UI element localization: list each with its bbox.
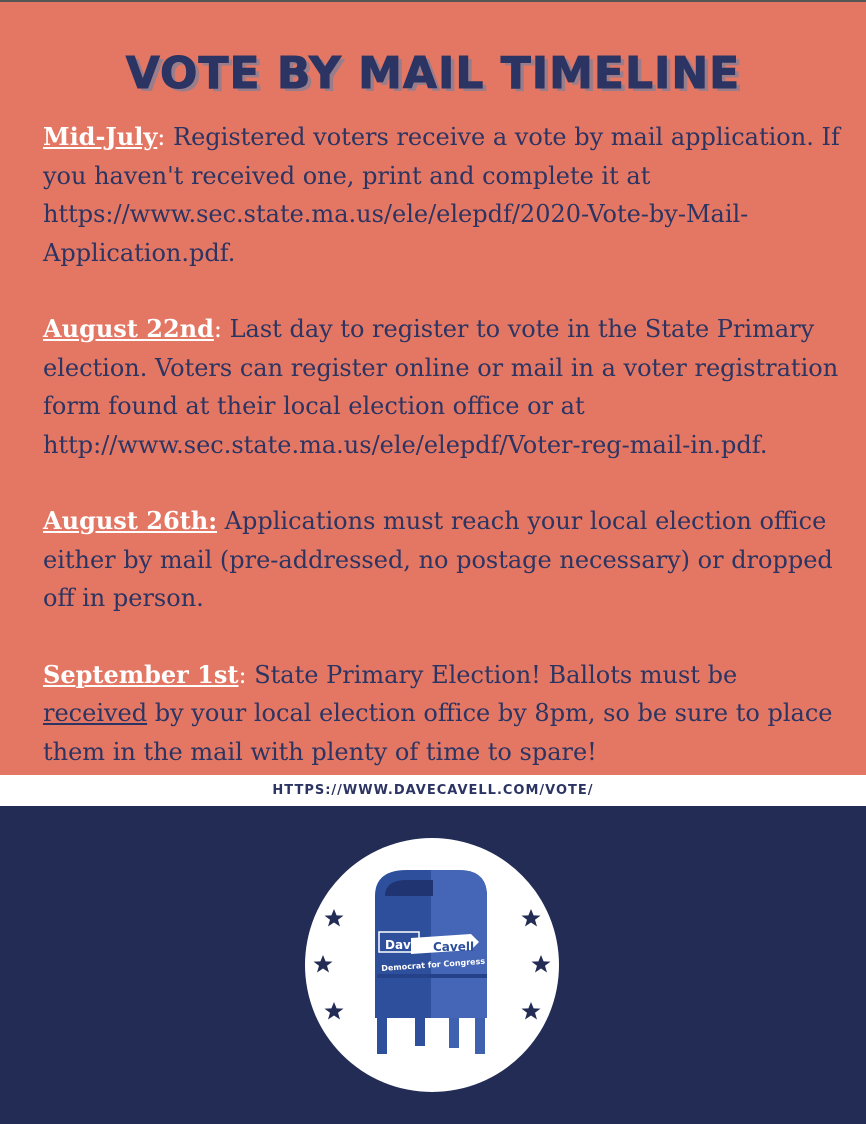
- timeline-entry: [43, 656, 843, 772]
- entry-emphasis: received: [43, 699, 148, 727]
- entry-text: State Primary Election! Ballots must be: [246, 660, 738, 689]
- entry-date: September 1st: [43, 659, 239, 689]
- star-icon: [531, 954, 551, 974]
- timeline-list: [43, 118, 843, 809]
- entry-text: Applications must reach your local election office either by mail (pre-addressed, no postage necessary) or dropped off in person.: [43, 507, 833, 612]
- logo-section: [0, 806, 866, 1124]
- page-title: VOTE BY MAIL TIMELINE: [125, 48, 741, 99]
- entry-separator: :: [238, 660, 247, 689]
- entry-text: Registered voters receive a vote by mail application. If you haven't received one, print and complete it at https://www.sec.state.ma.us/ele/elepdf/2020-Vote-by-Mail-Application.pdf.: [43, 123, 840, 267]
- timeline-entry: [43, 118, 843, 272]
- star-icon: [521, 908, 541, 928]
- logo-badge: [305, 838, 559, 1092]
- logo-last-name: Cavell: [433, 940, 475, 954]
- logo-first-name: Dave: [385, 938, 420, 952]
- entry-date: August 26th:: [43, 506, 218, 535]
- star-icon: [521, 1001, 541, 1021]
- logo-tagline: Democrat for Congress: [381, 956, 486, 973]
- entry-date: August 22nd: [43, 314, 214, 343]
- timeline-entry: [43, 502, 843, 618]
- entry-separator: :: [213, 315, 222, 343]
- campaign-url[interactable]: HTTPS://WWW.DAVECAVELL.COM/VOTE/: [0, 775, 866, 806]
- entry-date: Mid-July: [43, 122, 158, 151]
- entry-separator: :: [157, 123, 166, 151]
- star-icon: [324, 1001, 344, 1021]
- star-icon: [313, 954, 333, 974]
- star-icon: [324, 908, 344, 928]
- entry-text: Last day to register to vote in the State Primary election. Voters can register online or mail in a voter registration form found at their local election office or at http://www.sec.state.ma.us/ele/elepdf/Voter-reg-mail-in.pdf.: [43, 315, 839, 459]
- entry-text-after: by your local election office by 8pm, so be sure to place them in the mail with plenty of time to spare!: [43, 699, 833, 766]
- timeline-entry: [43, 310, 843, 464]
